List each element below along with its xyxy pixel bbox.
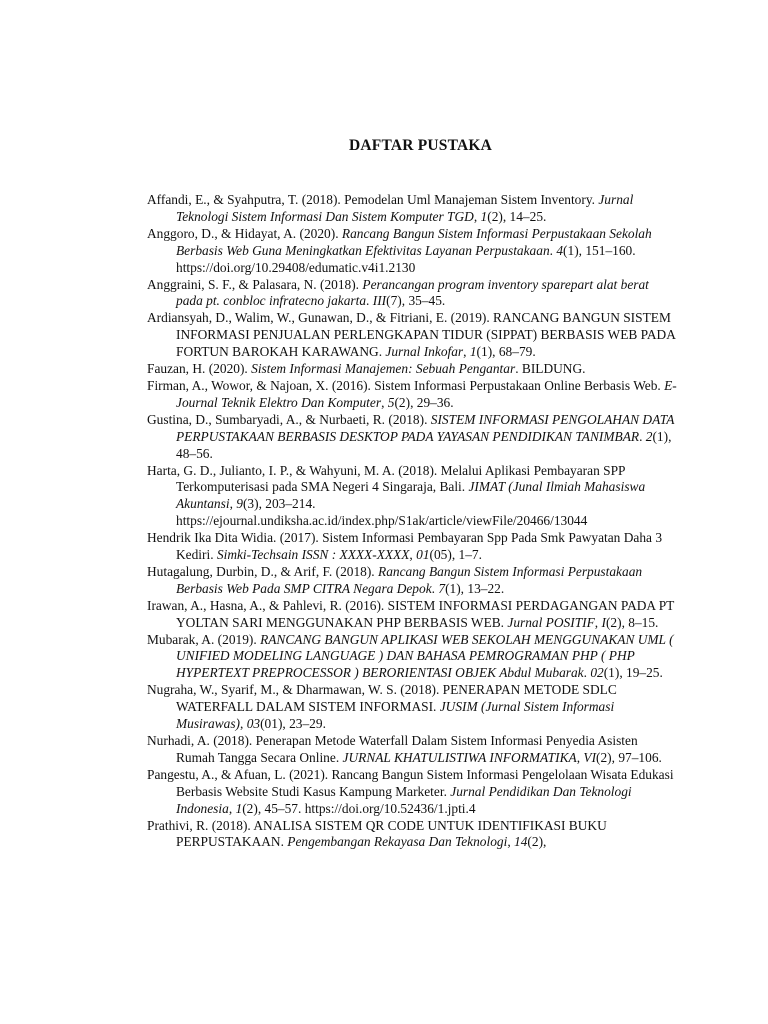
reference-entry: [147, 378, 678, 412]
reference-italic-text: 9: [236, 496, 243, 512]
reference-italic-text: 2: [645, 428, 653, 444]
reference-italic-text: Pengembangan Rekayasa Dan Teknologi: [287, 834, 508, 850]
reference-italic-text: 1: [235, 800, 243, 816]
reference-entry: [147, 310, 678, 361]
reference-italic-text: 5: [387, 394, 395, 410]
reference-text: (1), 68–79.: [476, 344, 536, 360]
reference-text: (1), 48–56.: [176, 428, 672, 461]
reference-text: ,: [576, 749, 584, 765]
reference-italic-text: Rancang Bangun Sistem Informasi Perpustakaan Sekolah Berbasis Web Guna Meningkatkan Efektivitas Layanan Perpustakaan: [176, 225, 652, 258]
reference-text: Hendrik Ika Dita Widia. (2017). Sistem Informasi Pembayaran Spp Pada Smk Pawyatan Daha 3 Kediri.: [147, 530, 663, 563]
reference-italic-text: JURNAL KHATULISTIWA INFORMATIKA: [342, 749, 577, 765]
reference-italic-text: JIMAT (Junal Ilmiah Mahasiswa Akuntansi: [176, 479, 646, 512]
reference-text: (7), 35–45.: [386, 293, 446, 309]
reference-text: .: [639, 428, 646, 444]
reference-text: Prathivi, R. (2018). ANALISA SISTEM QR CODE UNTUK IDENTIFIKASI BUKU PERPUSTAKAAN.: [147, 817, 607, 850]
reference-text: ,: [240, 716, 247, 732]
reference-entry: [147, 564, 678, 598]
reference-text: Nugraha, W., Syarif, M., & Dharmawan, W. S. (2018). PENERAPAN METODE SDLC WATERFALL DALAM SISTEM INFORMASI.: [147, 682, 617, 715]
reference-text: . BILDUNG.: [515, 361, 586, 377]
reference-text: Gustina, D., Sumbaryadi, A., & Nurbaeti, R. (2018).: [147, 411, 431, 427]
reference-text: (2), 29–36.: [394, 394, 454, 410]
reference-italic-text: Perancangan program inventory sparepart alat berat pada pt. conbloc infratecno jakarta: [176, 276, 649, 309]
reference-text: ,: [473, 208, 481, 224]
reference-text: ,: [228, 800, 236, 816]
reference-text: .: [549, 242, 557, 258]
reference-italic-text: E-Journal Teknik Elektro Dan Komputer: [176, 377, 677, 410]
reference-entry: [147, 530, 678, 564]
reference-italic-text: SISTEM INFORMASI PENGOLAHAN DATA PERPUSTAKAAN BERBASIS DESKTOP PADA YAYASAN PENDIDIKAN TANIMBAR: [176, 411, 675, 444]
reference-text: Harta, G. D., Julianto, I. P., & Wahyuni, M. A. (2018). Melalui Aplikasi Pembayaran SPP Terkomputerisasi pada SMA Negeri 4 Singaraja, Bali.: [147, 462, 625, 495]
reference-text: Nurhadi, A. (2018). Penerapan Metode Waterfall Dalam Sistem Informasi Penyedia Asisten Rumah Tangga Secara Online.: [147, 733, 638, 765]
reference-text: ,: [381, 394, 388, 410]
reference-text: ,: [507, 834, 515, 850]
reference-entry: [147, 598, 678, 632]
reference-text: (01), 23–29.: [260, 716, 326, 732]
reference-italic-text: Jurnal POSITIF: [507, 614, 595, 630]
reference-text: .: [583, 665, 591, 681]
reference-entry: [147, 226, 678, 277]
reference-italic-text: Sistem Informasi Manajemen: Sebuah Pengantar: [251, 361, 516, 377]
reference-entry: [147, 277, 678, 311]
reference-italic-text: Jurnal Teknologi Sistem Informasi Dan Sistem Komputer TGD: [176, 192, 634, 224]
reference-entry: [147, 192, 678, 226]
reference-italic-text: 1: [480, 208, 488, 224]
reference-italic-text: 01: [416, 547, 430, 563]
reference-text: Anggraini, S. F., & Palasara, N. (2018).: [147, 276, 363, 292]
reference-text: ,: [463, 344, 470, 360]
reference-text: Hutagalung, Durbin, D., & Arif, F. (2018).: [147, 563, 379, 579]
reference-italic-text: 03: [246, 716, 261, 732]
reference-text: (2), 97–106.: [596, 749, 662, 765]
reference-text: Firman, A., Wowor, & Najoan, X. (2016). Sistem Informasi Perpustakaan Online Berbasis Web.: [147, 377, 665, 393]
reference-entry: [147, 361, 678, 378]
reference-text: (1), 13–22.: [445, 580, 505, 596]
reference-text: (2), 14–25.: [487, 208, 547, 224]
reference-italic-text: I: [601, 614, 606, 630]
reference-italic-text: 7: [438, 580, 446, 596]
reference-text: (1), 19–25.: [603, 665, 663, 681]
reference-entry: [147, 733, 678, 767]
reference-italic-text: Jurnal Inkofar: [385, 344, 464, 360]
reference-italic-text: Jurnal Pendidikan Dan Teknologi Indonesia: [176, 783, 632, 816]
reference-text: Mubarak, A. (2019).: [147, 631, 261, 647]
reference-entry: [147, 632, 678, 683]
reference-text: (3), 203–214. https://ejournal.undiksha.ac.id/index.php/S1ak/article/viewFile/20466/13044: [176, 496, 588, 529]
reference-text: Fauzan, H. (2020).: [147, 361, 252, 377]
reference-text: ,: [594, 614, 602, 630]
reference-italic-text: VI: [583, 749, 597, 765]
reference-entry: [147, 412, 678, 463]
reference-text: Pangestu, A., & Afuan, L. (2021). Rancang Bangun Sistem Informasi Pengelolaan Wisata Edukasi Berbasis Website Studi Kasus Kampung Marketer.: [147, 766, 674, 799]
reference-italic-text: 02: [590, 665, 604, 681]
reference-italic-text: 1: [469, 344, 477, 360]
reference-italic-text: 14: [514, 834, 528, 850]
reference-italic-text: 4: [556, 242, 564, 258]
reference-entry: [147, 767, 678, 818]
reference-italic-text: Simki-Techsain ISSN : XXXX-XXXX: [216, 547, 410, 563]
reference-text: ,: [229, 496, 237, 512]
reference-italic-text: III: [372, 293, 387, 309]
reference-text: (2),: [527, 834, 547, 850]
reference-text: .: [366, 293, 373, 309]
reference-entry: [147, 463, 678, 531]
reference-entry: [147, 818, 678, 852]
reference-italic-text: JUSIM (Jurnal Sistem Informasi Musirawas): [176, 699, 615, 732]
reference-text: Ardiansyah, D., Walim, W., Gunawan, D., & Fitriani, E. (2019). RANCANG BANGUN SISTEM INFORMASI PENJUALAN PERLENGKAPAN TIDUR (SIPPAT) BERBASIS WEB PADA FORTUN BAROKAH KARAWANG.: [147, 310, 676, 360]
reference-italic-text: Rancang Bangun Sistem Informasi Perpustakaan Berbasis Web Pada SMP CITRA Negara Depok: [176, 563, 643, 596]
reference-text: ,: [409, 547, 417, 563]
reference-text: (2), 8–15.: [605, 614, 659, 630]
reference-text: Irawan, A., Hasna, A., & Pahlevi, R. (2016). SISTEM INFORMASI PERDAGANGAN PADA PT YOLTAN SARI MENGGUNAKAN PHP BERBASIS WEB.: [147, 597, 675, 630]
reference-entry: [147, 682, 678, 733]
reference-text: Anggoro, D., & Hidayat, A. (2020).: [147, 225, 342, 241]
page-title: DAFTAR PUSTAKA: [348, 137, 493, 154]
reference-text: (05), 1–7.: [429, 547, 482, 563]
reference-text: (1), 151–160. https://doi.org/10.29408/edumatic.v4i1.2130: [176, 242, 636, 275]
reference-text: (2), 45–57. https://doi.org/10.52436/1.jpti.4: [242, 800, 476, 816]
reference-list: [147, 192, 678, 851]
reference-italic-text: RANCANG BANGUN APLIKASI WEB SEKOLAH MENGGUNAKAN UML ( UNIFIED MODELING LANGUAGE ) DAN BAHASA PEMROGRAMAN PHP ( PHP HYPERTEXT PREPROCESSOR ) BERORIENTASI OBJEK Abdul Mubarak: [176, 631, 674, 681]
reference-text: Affandi, E., & Syahputra, T. (2018). Pemodelan Uml Manajeman Sistem Inventory.: [147, 192, 599, 207]
reference-text: .: [431, 580, 439, 596]
